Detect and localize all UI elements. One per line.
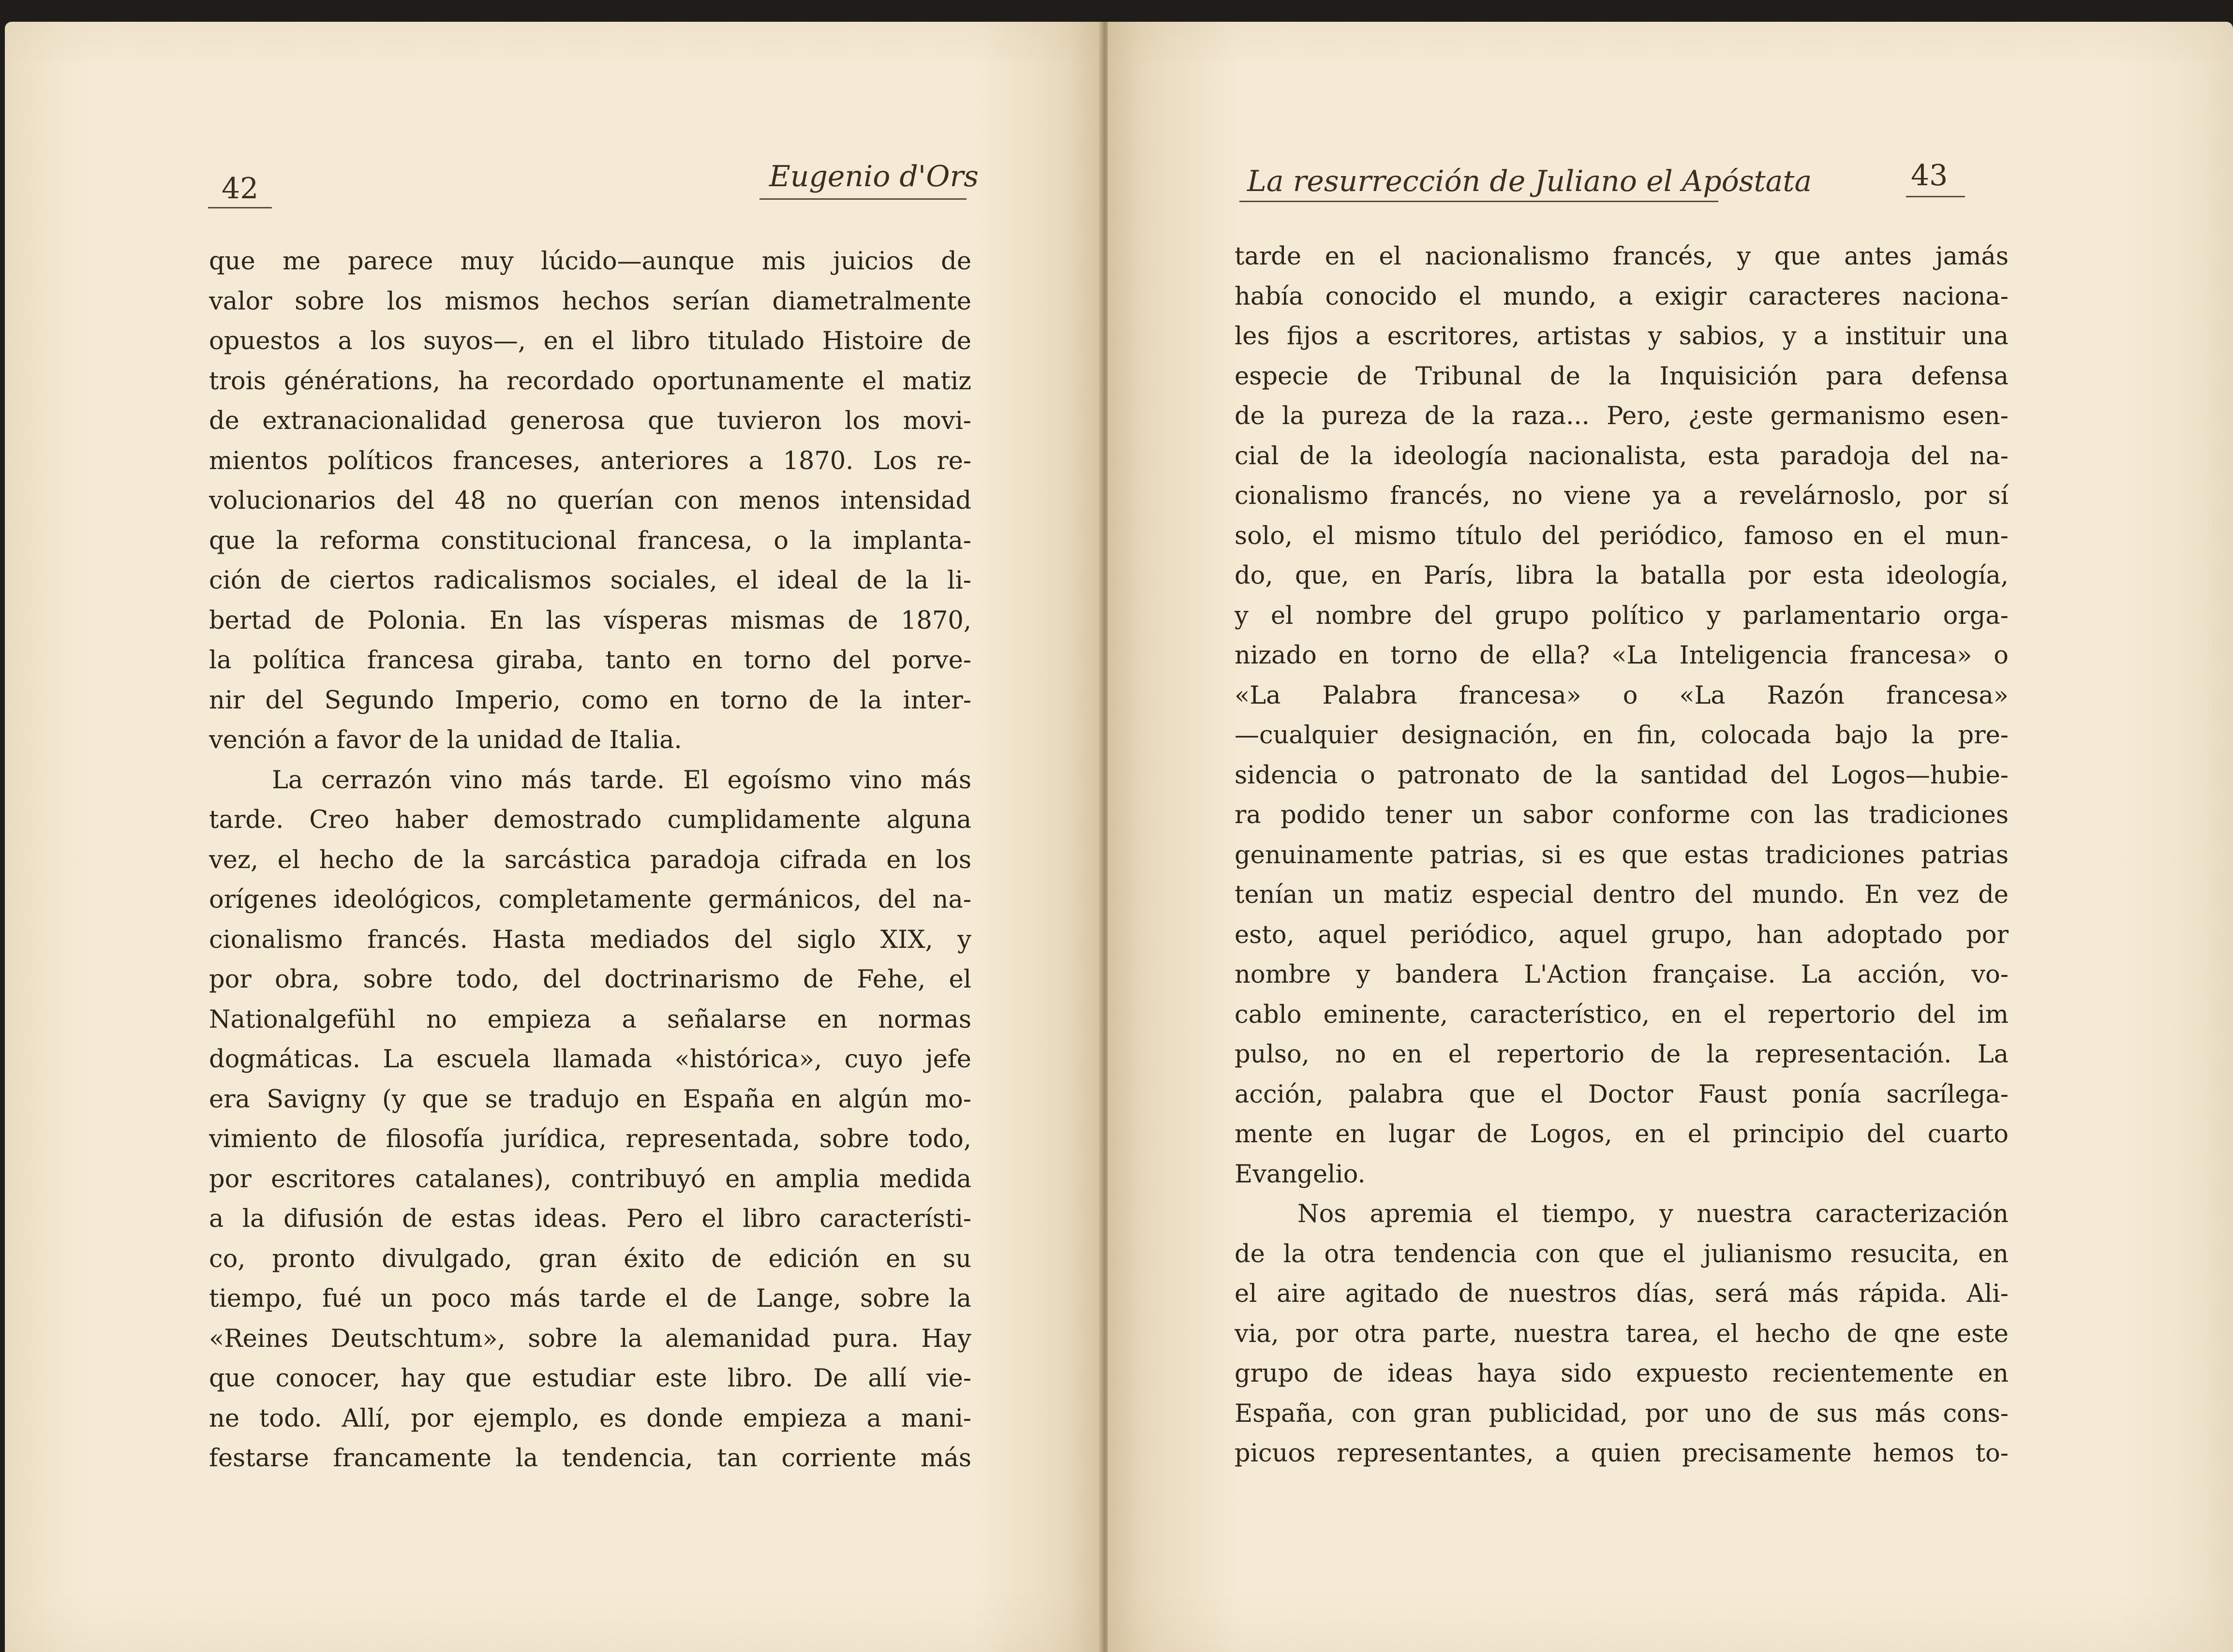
right-page-number-rule [1906,196,1965,197]
right-page-text [1235,237,2009,1474]
text-line: —cualquier designación, en fin, colocada bajo la pre- [1235,721,2009,750]
text-line: co, pronto divulgado, gran éxito de edición en su [209,1244,971,1273]
text-line: cionalismo francés, no viene ya a revelárnoslo, por sí [1235,482,2009,510]
text-line: «La Palabra francesa» o «La Razón francesa» [1235,681,2009,710]
text-line: el aire agitado de nuestros días, será más rápida. Ali- [1235,1280,2009,1308]
text-line: via, por otra parte, nuestra tarea, el hecho de qne este [1235,1319,2009,1348]
text-line: esto, aquel periódico, aquel grupo, han adoptado por [1235,920,2009,949]
text-line: vez, el hecho de la sarcástica paradoja cifrada en los [209,845,971,874]
text-line: opuestos a los suyos—, en el libro titulado Histoire de [209,327,971,355]
text-line: nizado en torno de ella? «La Inteligencia francesa» o [1235,641,2009,670]
text-line: especie de Tribunal de la Inquisición para defensa [1235,362,2009,391]
text-line: que conocer, hay que estudiar este libro. De allí vie- [209,1364,971,1393]
text-line: la política francesa giraba, tanto en torno del porve- [209,646,971,675]
left-page-text [209,242,971,1479]
text-line: vención a favor de la unidad de Italia. [209,726,682,754]
text-line: y el nombre del grupo político y parlamentario orga- [1235,601,2009,630]
left-running-head: Eugenio d'Ors [769,160,979,193]
text-line: mente en lugar de Logos, en el principio del cuarto [1235,1120,2009,1149]
text-line: tarde. Creo haber demostrado cumplidamente alguna [209,806,971,834]
text-line: ne todo. Allí, por ejemplo, es donde empieza a mani- [209,1404,971,1433]
right-page-number: 43 [1911,159,1948,192]
text-line: Nos apremia el tiempo, y nuestra caracterización [1297,1200,2009,1228]
text-line: trois générations, ha recordado oportunamente el matiz [209,367,971,396]
text-line: les fijos a escritores, artistas y sabios, y a instituir una [1235,322,2009,351]
text-line: do, que, en París, libra la batalla por esta ideología, [1235,561,2009,590]
text-line: «Reines Deutschtum», sobre la alemanidad pura. Hay [209,1324,971,1353]
text-line: grupo de ideas haya sido expuesto recientemente en [1235,1359,2009,1388]
text-line: valor sobre los mismos hechos serían diametralmente [209,287,971,316]
text-line: a la difusión de estas ideas. Pero el libro característi- [209,1205,971,1233]
text-line: nir del Segundo Imperio, como en torno de la inter- [209,686,971,715]
text-line: cial de la ideología nacionalista, esta paradoja del na- [1235,442,2009,471]
text-line: tiempo, fué un poco más tarde el de Lange, sobre la [209,1284,971,1313]
text-line: cionalismo francés. Hasta mediados del siglo XIX, y [209,925,971,954]
text-line: de la otra tendencia con que el julianismo resucita, en [1235,1239,2009,1268]
text-line: que me parece muy lúcido—aunque mis juicios de [209,247,971,276]
text-line: Evangelio. [1235,1160,1366,1189]
text-line: sidencia o patronato de la santidad del Logos—hubie- [1235,761,2009,790]
text-line: genuinamente patrias, si es que estas tradiciones patrias [1235,841,2009,870]
text-line: por obra, sobre todo, del doctrinarismo de Fehe, el [209,965,971,994]
text-line: solo, el mismo título del periódico, famoso en el mun- [1235,521,2009,550]
text-line: ción de ciertos radicalismos sociales, el ideal de la li- [209,566,971,595]
text-line: dogmáticas. La escuela llamada «histórica», cuyo jefe [209,1045,971,1074]
text-line: La cerrazón vino más tarde. El egoísmo vino más [272,766,971,795]
text-line: pulso, no en el repertorio de la representación. La [1235,1040,2009,1069]
text-line: Nationalgefühl no empieza a señalarse en normas [209,1005,971,1034]
text-line: mientos políticos franceses, anteriores a 1870. Los re- [209,446,971,475]
text-line: tenían un matiz especial dentro del mundo. En vez de [1235,881,2009,909]
left-running-head-rule [759,198,967,200]
text-line: por escritores catalanes), contribuyó en amplia medida [209,1165,971,1194]
text-line: de extranacionalidad generosa que tuvieron los movi- [209,407,971,435]
text-line: había conocido el mundo, a exigir caracteres naciona- [1235,282,2009,311]
text-line: tarde en el nacionalismo francés, y que antes jamás [1235,242,2009,271]
text-line: volucionarios del 48 no querían con menos intensidad [209,487,971,515]
text-line: acción, palabra que el Doctor Faust ponía sacrílega- [1235,1080,2009,1109]
right-running-head-rule [1239,201,1718,202]
text-line: festarse francamente la tendencia, tan corriente más [209,1444,971,1473]
left-page-number: 42 [222,172,259,206]
text-line: España, con gran publicidad, por uno de sus más cons- [1235,1399,2009,1428]
text-line: ra podido tener un sabor conforme con las tradiciones [1235,801,2009,829]
right-running-head: La resurrección de Juliano el Apóstata [1247,164,1812,198]
text-line: nombre y bandera L'Action française. La acción, vo- [1235,960,2009,989]
text-line: de la pureza de la raza... Pero, ¿este germanismo esen- [1235,402,2009,430]
text-line: bertad de Polonia. En las vísperas mismas de 1870, [209,606,971,635]
text-line: cablo eminente, característico, en el repertorio del im [1235,1000,2009,1029]
text-line: era Savigny (y que se tradujo en España en algún mo- [209,1085,971,1114]
text-line: orígenes ideológicos, completamente germánicos, del na- [209,885,971,914]
text-line: picuos representantes, a quien precisamente hemos to- [1235,1439,2009,1468]
text-line: vimiento de filosofía jurídica, representada, sobre todo, [209,1125,971,1153]
text-line: que la reforma constitucional francesa, o la implanta- [209,526,971,555]
left-page-number-rule [208,207,272,208]
